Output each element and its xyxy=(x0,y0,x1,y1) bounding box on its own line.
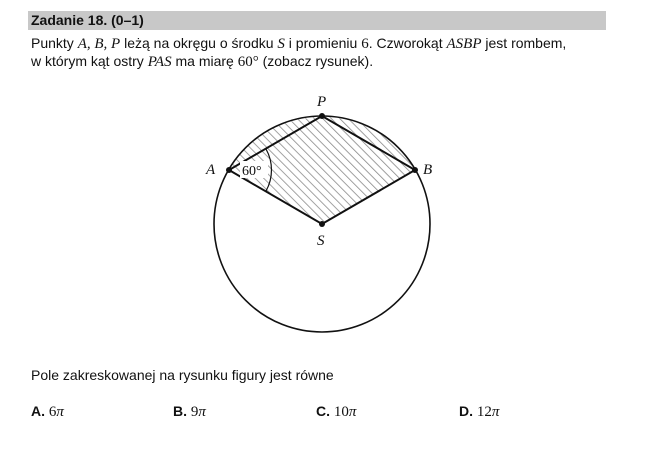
answer-number: 6 xyxy=(48,404,57,420)
math-angle-measure: 60° xyxy=(237,54,259,70)
answer-letter: A. xyxy=(31,403,45,419)
label-P: P xyxy=(317,94,327,110)
text: w którym kąt ostry xyxy=(31,53,148,69)
pi-symbol: π xyxy=(348,404,357,420)
pi-symbol: π xyxy=(56,404,64,420)
label-B: B xyxy=(423,162,433,178)
math-quadrilateral: ASBP xyxy=(446,36,482,52)
math-angle: PAS xyxy=(147,54,172,70)
label-S: S xyxy=(317,233,325,249)
question-text: Pole zakreskowanej na rysunku figury jest równe xyxy=(31,367,334,383)
task-title: Zadanie 18. (0–1) xyxy=(31,12,144,28)
text: i promieniu xyxy=(284,35,362,51)
math-radius: 6 xyxy=(361,36,369,52)
point-S xyxy=(319,221,325,227)
answer-number: 10 xyxy=(333,404,349,420)
point-B xyxy=(412,167,418,173)
answer-C[interactable] xyxy=(316,403,356,421)
answer-B[interactable] xyxy=(173,403,206,421)
text: ma miarę xyxy=(171,53,238,69)
answer-letter: C. xyxy=(316,403,330,419)
text: Punkty xyxy=(31,35,78,51)
answer-number: 12 xyxy=(476,404,492,420)
pi-symbol: π xyxy=(491,404,500,420)
text: . Czworokąt xyxy=(368,35,447,51)
math-points: A, B, P xyxy=(77,36,121,52)
math-center: S xyxy=(277,36,285,52)
point-P xyxy=(319,113,325,119)
answer-number: 9 xyxy=(190,404,199,420)
answer-letter: B. xyxy=(173,403,187,419)
label-A: A xyxy=(206,162,216,178)
angle-label: 60° xyxy=(242,164,262,179)
text: (zobacz rysunek). xyxy=(258,53,374,69)
answer-letter: D. xyxy=(459,403,473,419)
text: leżą na okręgu o środku xyxy=(120,35,278,51)
text: jest rombem, xyxy=(481,35,567,51)
point-A xyxy=(226,167,232,173)
answer-D[interactable] xyxy=(459,403,499,421)
pi-symbol: π xyxy=(198,404,206,420)
answer-A[interactable] xyxy=(31,403,64,421)
